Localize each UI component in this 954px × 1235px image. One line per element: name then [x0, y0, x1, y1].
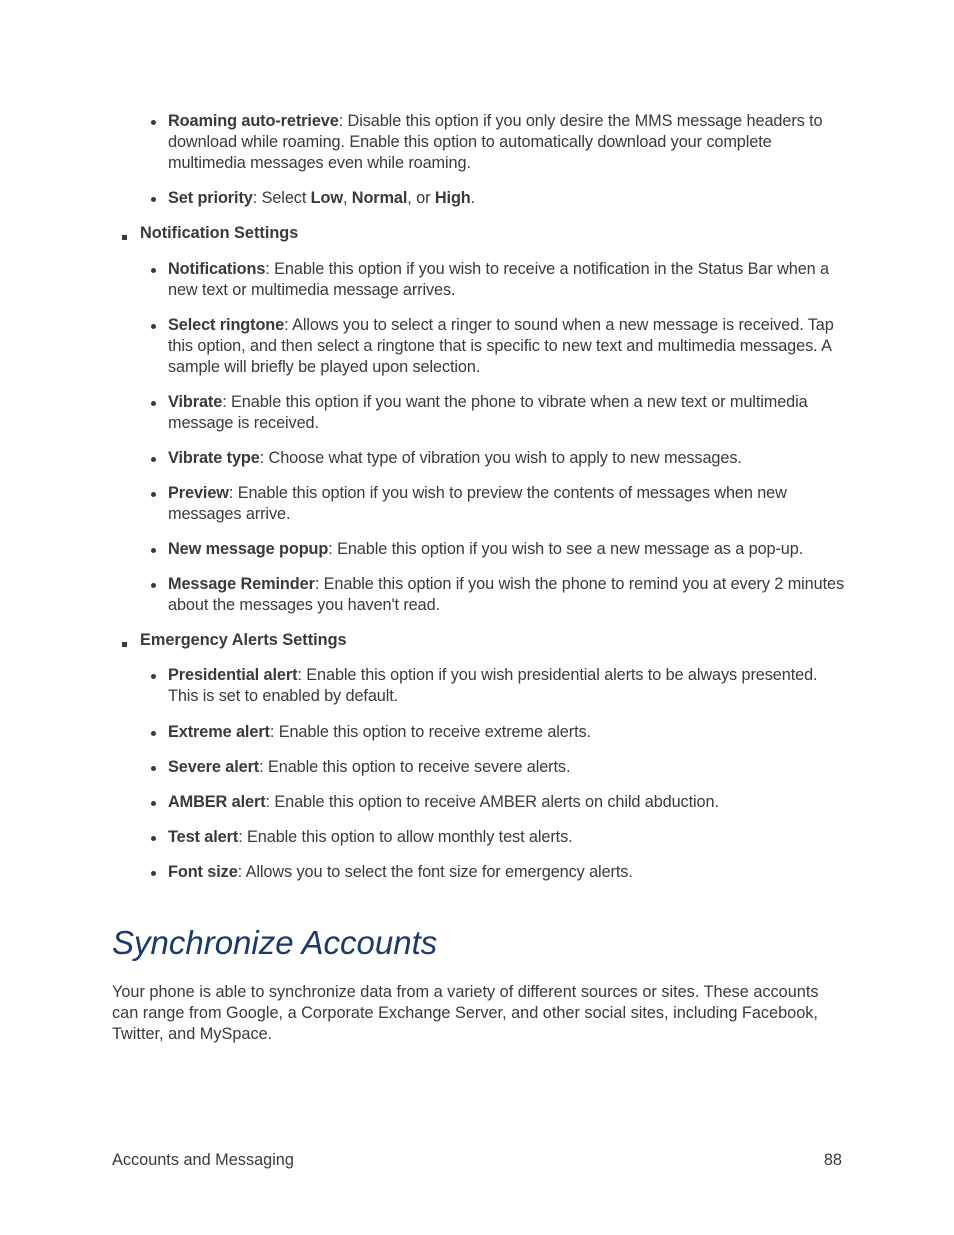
item-text [168, 448, 848, 469]
option-high: High [434, 189, 471, 207]
item-desc: : Enable this option if you wish to preview the contents of messages when new messages arrive. [168, 484, 787, 523]
item-desc: : Enable this option to receive AMBER alerts on child abduction. [265, 793, 719, 811]
item-text [168, 259, 848, 301]
bullet-icon [151, 457, 156, 462]
item-desc: : Choose what type of vibration you wish to apply to new messages. [259, 449, 742, 467]
item-desc: : Enable this option if you wish to receive a notification in the Status Bar when a new text or multimedia message arrives. [168, 260, 829, 299]
item-text [168, 862, 848, 883]
item-desc: : Enable this option if you wish to see a new message as a pop-up. [328, 540, 804, 558]
separator: , [342, 189, 352, 207]
item-desc: : Allows you to select the font size for emergency alerts. [237, 863, 633, 881]
bullet-icon [151, 324, 156, 329]
body-paragraph: Your phone is able to synchronize data from a variety of different sources or sites. These accounts can range from Google, a Corporate Exchange Server, and other social sites, including Facebook, Twitter, and MySpace. [112, 983, 819, 1043]
item-text [168, 827, 848, 848]
item-desc: : Enable this option if you want the phone to vibrate when a new text or multimedia message is received. [168, 393, 808, 432]
separator: , or [407, 189, 435, 207]
bullet-icon [151, 268, 156, 273]
item-term: New message popup [168, 540, 329, 558]
item-desc: : Enable this option to allow monthly test alerts. [238, 828, 573, 846]
item-term: Font size [168, 863, 238, 881]
bullet-icon [151, 401, 156, 406]
item-text [168, 665, 848, 707]
section-label: Emergency Alerts Settings [140, 631, 347, 649]
item-term: AMBER alert [168, 793, 266, 811]
item-term: Severe alert [168, 758, 260, 776]
item-desc: : Enable this option to receive extreme alerts. [269, 723, 591, 741]
item-text [168, 722, 848, 743]
item-term: Presidential alert [168, 666, 298, 684]
item-text [168, 539, 848, 560]
item-text [168, 792, 848, 813]
bullet-icon [151, 836, 156, 841]
item-text [168, 483, 848, 525]
bullet-icon [151, 766, 156, 771]
bullet-icon [151, 492, 156, 497]
item-desc: : Select [252, 189, 311, 207]
item-term: Test alert [168, 828, 239, 846]
item-text [168, 315, 848, 378]
section-heading: Synchronize Accounts [112, 924, 438, 961]
item-text [168, 188, 848, 209]
item-desc: : Enable this option to receive severe alerts. [259, 758, 571, 776]
item-desc: : Allows you to select a ringer to sound when a new message is received. Tap this option, and then select a ringtone that is specific to new text and multimedia messages. A sample will briefly be played upon selection. [168, 316, 834, 376]
item-term: Preview [168, 484, 229, 502]
item-end: . [470, 189, 476, 207]
item-desc: : Enable this option if you wish the phone to remind you at every 2 minutes about the messages you haven't read. [168, 575, 844, 614]
option-low: Low [310, 189, 343, 207]
square-bullet-icon [122, 235, 127, 240]
bullet-icon [151, 731, 156, 736]
section-label: Notification Settings [140, 224, 299, 242]
item-term: Vibrate [168, 393, 223, 411]
item-term: Roaming auto-retrieve [168, 112, 339, 130]
bullet-icon [151, 120, 156, 125]
square-bullet-icon [122, 642, 127, 647]
bullet-icon [151, 548, 156, 553]
bullet-icon [151, 871, 156, 876]
bullet-icon [151, 674, 156, 679]
item-term: Notifications [168, 260, 266, 278]
item-term: Extreme alert [168, 723, 270, 741]
item-term: Set priority [168, 189, 253, 207]
item-term: Select ringtone [168, 316, 285, 334]
footer-section-title: Accounts and Messaging [112, 1151, 294, 1169]
item-text [168, 392, 848, 434]
page-number: 88 [823, 1151, 842, 1169]
option-normal: Normal [351, 189, 408, 207]
item-text [168, 111, 848, 174]
item-desc: : Disable this option if you only desire the MMS message headers to download while roaming. Enable this option to automatically download your complete multimedia messages even while roaming. [168, 112, 823, 172]
item-term: Message Reminder [168, 575, 315, 593]
item-text [168, 757, 848, 778]
bullet-icon [151, 801, 156, 806]
bullet-icon [151, 197, 156, 202]
item-desc: : Enable this option if you wish presidential alerts to be always presented. This is set to enabled by default. [168, 666, 818, 705]
item-term: Vibrate type [168, 449, 260, 467]
bullet-icon [151, 583, 156, 588]
item-text [168, 574, 848, 616]
